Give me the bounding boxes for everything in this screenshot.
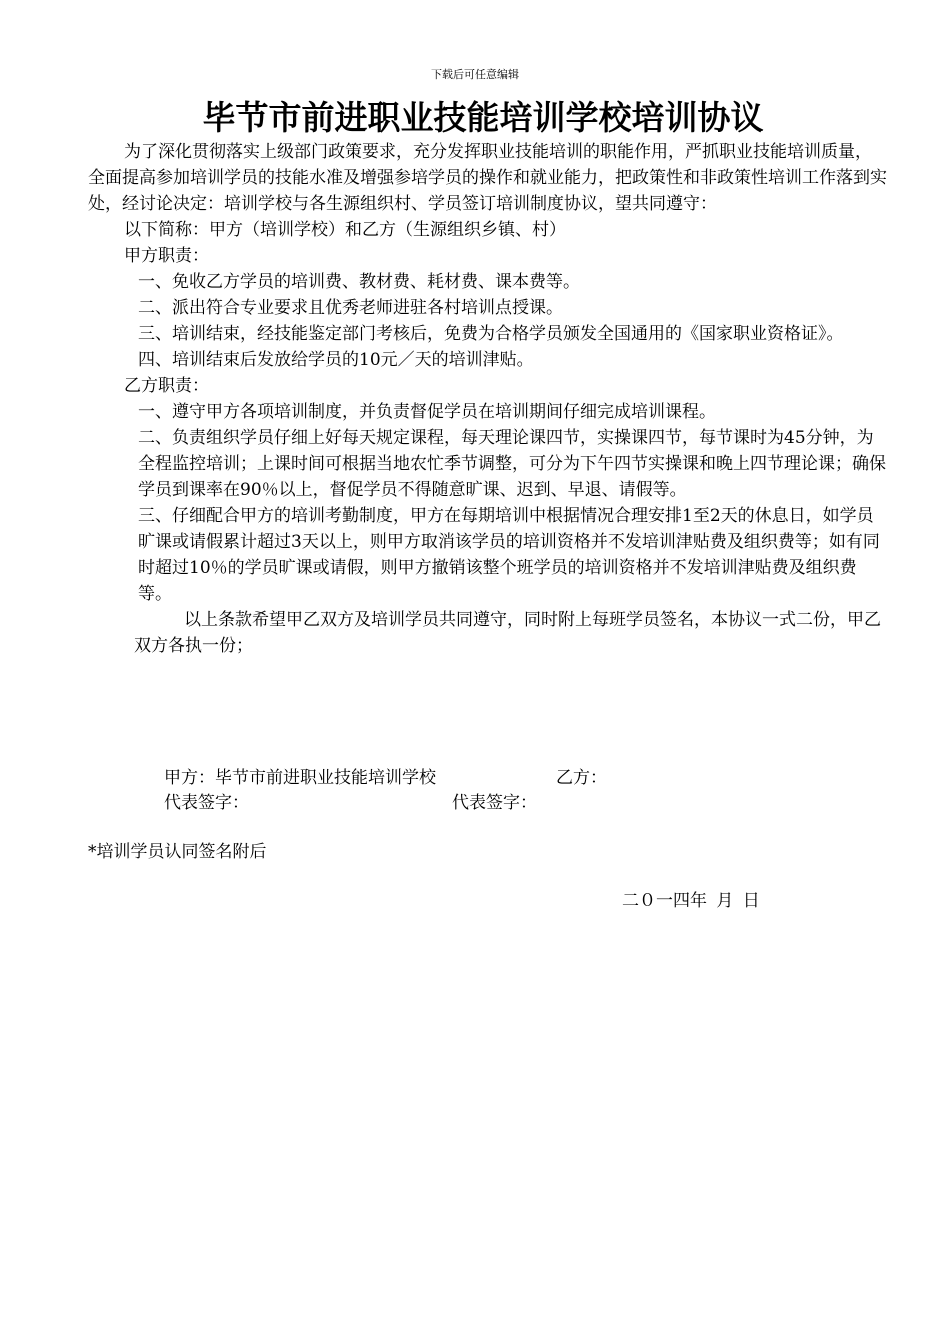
party-b-heading: 乙方职责： [124,376,209,396]
document-title: 毕节市前进职业技能培训学校培训协议 [202,98,764,137]
party-b-representative-label: 代表签字： [452,793,537,813]
party-a-item: 四、培训结束后发放给学员的10元／天的培训津贴。 [138,350,534,370]
party-a-signature-label: 甲方：毕节市前进职业技能培训学校 [164,768,436,788]
party-a-representative-label: 代表签字： [164,793,249,813]
party-a-heading: 甲方职责： [124,246,209,266]
party-a-item: 二、派出符合专业要求且优秀老师进驻各村培训点授课。 [138,298,563,318]
party-b-signature-label: 乙方： [556,768,607,788]
party-b-item: 一、遵守甲方各项培训制度，并负责督促学员在培训期间仔细完成培训课程。 [138,402,716,422]
intro-paragraph: 为了深化贯彻落实上级部门政策要求，充分发挥职业技能培训的职能作用，严抓职业技能培训质量，全面提高参加培训学员的技能水准及增强参培学员的操作和就业能力，把政策性和非政策性培训工作落到实处，经讨论决定：培训学校与各生源组织村、学员签订培训制度协议，望共同遵守： [88,142,887,214]
closing-paragraph: 以上条款希望甲乙双方及培训学员共同遵守，同时附上每班学员签名，本协议一式二份，甲乙双方各执一份； [134,610,881,656]
header-note: 下载后可任意编辑 [431,68,519,81]
document-body [88,139,888,659]
party-b-item: 二、负责组织学员仔细上好每天规定课程，每天理论课四节，实操课四节，每节课时为45分钟，为全程监控培训；上课时间可根据当地农忙季节调整，可分为下午四节实操课和晚上四节理论课；确保学员到课率在90％以上，督促学员不得随意旷课、迟到、早退、请假等。 [138,428,886,500]
attachment-note: *培训学员认同签名附后 [88,842,267,862]
abbreviation-line: 以下简称：甲方（培训学校）和乙方（生源组织乡镇、村） [124,220,566,240]
party-a-item: 三、培训结束，经技能鉴定部门考核后，免费为合格学员颁发全国通用的《国家职业资格证》。 [138,324,844,344]
signing-date: 二０一四年 月 日 [622,891,760,911]
party-a-item: 一、免收乙方学员的培训费、教材费、耗材费、课本费等。 [138,272,580,292]
party-b-item: 三、仔细配合甲方的培训考勤制度，甲方在每期培训中根据情况合理安排1至2天的休息日，如学员旷课或请假累计超过3天以上，则甲方取消该学员的培训资格并不发培训津贴费及组织费等；如有同时超过10％的学员旷课或请假，则甲方撤销该整个班学员的培训资格并不发培训津贴费及组织费等。 [138,506,880,604]
